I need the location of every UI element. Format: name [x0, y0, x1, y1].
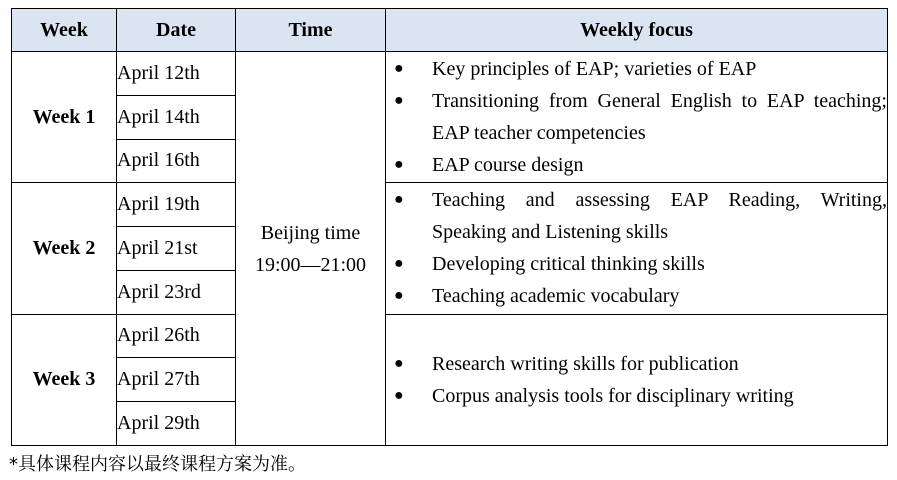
bullet-icon: ● [394, 92, 404, 110]
bullet-icon: ● [394, 255, 404, 273]
header-row [12, 9, 888, 52]
date-cell: April 12th [117, 52, 236, 96]
week-label: Week 1 [12, 52, 117, 183]
focus-item [386, 53, 887, 85]
time-cell [236, 52, 386, 446]
date-cell: April 21st [117, 227, 236, 271]
header-weekly-focus: Weekly focus [386, 9, 888, 52]
header-time: Time [236, 9, 386, 52]
time-range: 19:00—21:00 [254, 253, 367, 276]
date-cell: April 26th [117, 314, 236, 358]
focus-item [386, 280, 887, 312]
date-cell: April 27th [117, 358, 236, 402]
bullet-icon: ● [394, 287, 404, 305]
bullet-icon: ● [394, 60, 404, 78]
date-cell: April 23rd [117, 270, 236, 314]
bullet-icon: ● [394, 354, 404, 372]
focus-cell [386, 52, 888, 183]
focus-item [386, 248, 887, 280]
date-cell: April 16th [117, 139, 236, 183]
schedule-table [11, 8, 888, 446]
week-label: Week 2 [12, 183, 117, 314]
bullet-icon: ● [394, 156, 404, 174]
focus-text: Teaching academic vocabulary [432, 285, 680, 308]
focus-item [386, 380, 887, 412]
bullet-icon: ● [394, 386, 404, 404]
date-cell: April 19th [117, 183, 236, 227]
header-week: Week [12, 9, 117, 52]
table-row [12, 52, 888, 96]
focus-text: Research writing skills for publication [432, 352, 739, 375]
table-row [12, 314, 888, 358]
bullet-icon: ● [394, 191, 404, 209]
date-cell: April 14th [117, 95, 236, 139]
header-date: Date [117, 9, 236, 52]
focus-item [386, 149, 887, 181]
time-label: Beijing time [260, 221, 361, 244]
footnote: *具体课程内容以最终课程方案为准。 [9, 454, 306, 475]
focus-list [386, 348, 887, 412]
focus-list [386, 53, 887, 181]
focus-text: Transitioning from General English to EAP teaching; EAP teacher competencies [432, 90, 887, 145]
week-label: Week 3 [12, 314, 117, 445]
focus-list [386, 184, 887, 312]
focus-item [386, 184, 887, 248]
focus-text: EAP course design [432, 154, 584, 177]
focus-cell [386, 183, 888, 314]
date-cell: April 29th [117, 402, 236, 446]
focus-item [386, 85, 887, 149]
focus-text: Corpus analysis tools for disciplinary writing [432, 384, 794, 407]
table-row [12, 183, 888, 227]
focus-item [386, 348, 887, 380]
focus-text: Developing critical thinking skills [432, 253, 705, 276]
focus-text: Teaching and assessing EAP Reading, Writing, Speaking and Listening skills [432, 189, 887, 244]
focus-text: Key principles of EAP; varieties of EAP [432, 58, 757, 81]
focus-cell [386, 314, 888, 445]
